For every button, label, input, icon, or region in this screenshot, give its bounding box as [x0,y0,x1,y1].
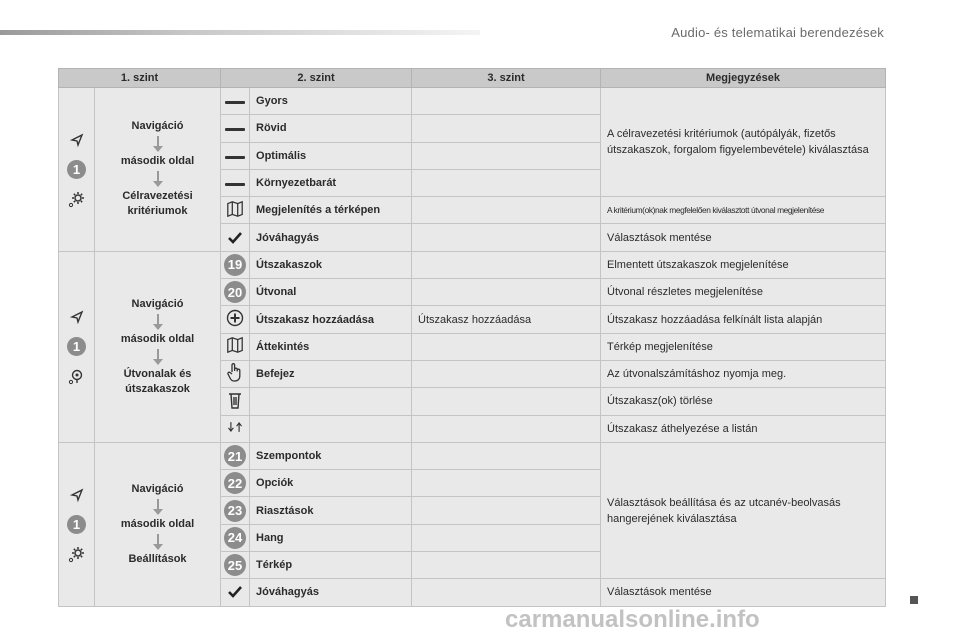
level2-label: Környezetbarát [250,169,412,196]
hand-icon [226,363,244,381]
level2-label [250,415,412,442]
level1-icons [59,251,95,442]
level2-label: Gyors [250,88,412,115]
level2-label: Megjelenítés a térképen [250,197,412,224]
level2-icon-cell [221,251,250,278]
level1-menu [95,88,221,252]
level2-icon-cell [221,306,250,333]
navigation-icon [68,308,86,326]
level2-icon-cell [221,524,250,551]
level2-icon-cell [221,497,250,524]
note-cell: Választások mentése [601,579,886,606]
number-22-icon: 22 [224,472,246,494]
top-gradient-bar [0,30,480,35]
table-row [59,251,886,278]
level3-label [412,142,601,169]
level3-label [412,579,601,606]
move-icon [226,418,244,436]
level3-label [412,524,601,551]
level3-label [412,197,601,224]
level2-icon-cell [221,360,250,387]
number-20-icon: 20 [224,281,246,303]
level3-label [412,224,601,251]
trash-icon [226,391,244,409]
gear-icon [68,545,86,563]
pin-icon [68,367,86,385]
map-icon [226,200,244,218]
level2-icon-cell [221,115,250,142]
note-cell: Útszakasz áthelyezése a listán [601,415,886,442]
level2-icon-cell [221,224,250,251]
level2-label: Térkép [250,552,412,579]
level2-label: Optimális [250,142,412,169]
level2-icon-cell [221,333,250,360]
level1-item: második oldal [120,517,195,530]
arrow-down-icon [153,171,163,187]
level2-label: Rövid [250,115,412,142]
note-cell: Útvonal részletes megjelenítése [601,279,886,306]
level1-icons [59,88,95,252]
level2-label: Opciók [250,470,412,497]
level3-label [412,333,601,360]
level1-item: Navigáció [131,120,184,133]
level2-label: Jóváhagyás [250,224,412,251]
navigation-icon [68,131,86,149]
map-icon [226,336,244,354]
header-level1: 1. szint [59,69,221,88]
level1-menu [95,251,221,442]
level2-label: Hang [250,524,412,551]
level3-label [412,497,601,524]
page-corner-mark [910,596,918,604]
level3-label [412,169,601,196]
page-header-title: Audio- és telematikai berendezések [671,25,884,40]
level3-label [412,470,601,497]
level1-item: Navigáció [131,297,184,310]
level3-label [412,88,601,115]
note-cell: Az útvonalszámításhoz nyomja meg. [601,360,886,387]
table-header-row [59,69,886,88]
level2-label: Áttekintés [250,333,412,360]
level3-label [412,442,601,469]
level3-label [412,115,601,142]
arrow-down-icon [153,499,163,515]
level3-label: Útszakasz hozzáadása [412,306,601,333]
number-21-icon: 21 [224,445,246,467]
gear-icon [68,190,86,208]
number-24-icon: 24 [224,527,246,549]
note-cell: Elmentett útszakaszok megjelenítése [601,251,886,278]
level1-item: Útvonalak és útszakaszok [123,367,192,395]
level2-icon-cell [221,88,250,115]
level2-label: Jóváhagyás [250,579,412,606]
header-notes: Megjegyzések [601,69,886,88]
dash-icon [225,183,245,186]
level2-label: Útvonal [250,279,412,306]
level1-menu [95,442,221,606]
level2-icon-cell [221,388,250,415]
menu-table [58,68,885,607]
level2-icon-cell [221,197,250,224]
arrow-down-icon [153,534,163,550]
arrow-down-icon [153,136,163,152]
level1-item: Célravezetési kritériumok [122,190,193,218]
level1-icons [59,442,95,606]
page-badge: 1 [67,337,86,356]
table-row [59,442,886,469]
navigation-icon [68,486,86,504]
level3-label [412,251,601,278]
level1-item: Beállítások [128,552,187,565]
level3-label [412,279,601,306]
page-badge: 1 [67,515,86,534]
header-level3: 3. szint [412,69,601,88]
level2-icon-cell [221,169,250,196]
note-cell: Útszakasz(ok) törlése [601,388,886,415]
header-level2: 2. szint [221,69,412,88]
level2-label: Befejez [250,360,412,387]
page-badge: 1 [67,160,86,179]
level3-label [412,552,601,579]
level3-label [412,388,601,415]
check-icon [226,583,244,601]
level2-icon-cell [221,415,250,442]
level2-icon-cell [221,470,250,497]
arrow-down-icon [153,349,163,365]
dash-icon [225,101,245,104]
watermark: carmanualsonline.info [505,606,760,633]
level1-item: második oldal [120,155,195,168]
table-row [59,88,886,115]
check-icon [226,229,244,247]
note-cell: Választások beállítása és az utcanév-beolvasás hangerejének kiválasztása [601,442,886,578]
number-23-icon: 23 [224,500,246,522]
plus-circle-icon [226,309,244,327]
level1-item: Navigáció [131,482,184,495]
number-25-icon: 25 [224,554,246,576]
level2-label: Riasztások [250,497,412,524]
level2-icon-cell [221,579,250,606]
level2-icon-cell [221,552,250,579]
level3-label [412,415,601,442]
level2-icon-cell [221,142,250,169]
level2-label: Útszakasz hozzáadása [250,306,412,333]
dash-icon [225,128,245,131]
level2-icon-cell [221,279,250,306]
level3-label [412,360,601,387]
note-cell: Választások mentése [601,224,886,251]
level2-icon-cell [221,442,250,469]
level2-label: Útszakaszok [250,251,412,278]
note-cell: A célravezetési kritériumok (autópályák, fizetős útszakaszok, forgalom figyelembevétele) kiválasztása [601,88,886,197]
level1-item: második oldal [120,332,195,345]
dash-icon [225,156,245,159]
note-cell: Térkép megjelenítése [601,333,886,360]
arrow-down-icon [153,314,163,330]
level2-label: Szempontok [250,442,412,469]
note-cell: A kritérium(ok)nak megfelelően kiválasztott útvonal megjelenítése [601,197,886,224]
number-19-icon: 19 [224,254,246,276]
level2-label [250,388,412,415]
note-cell: Útszakasz hozzáadása felkínált lista alapján [601,306,886,333]
